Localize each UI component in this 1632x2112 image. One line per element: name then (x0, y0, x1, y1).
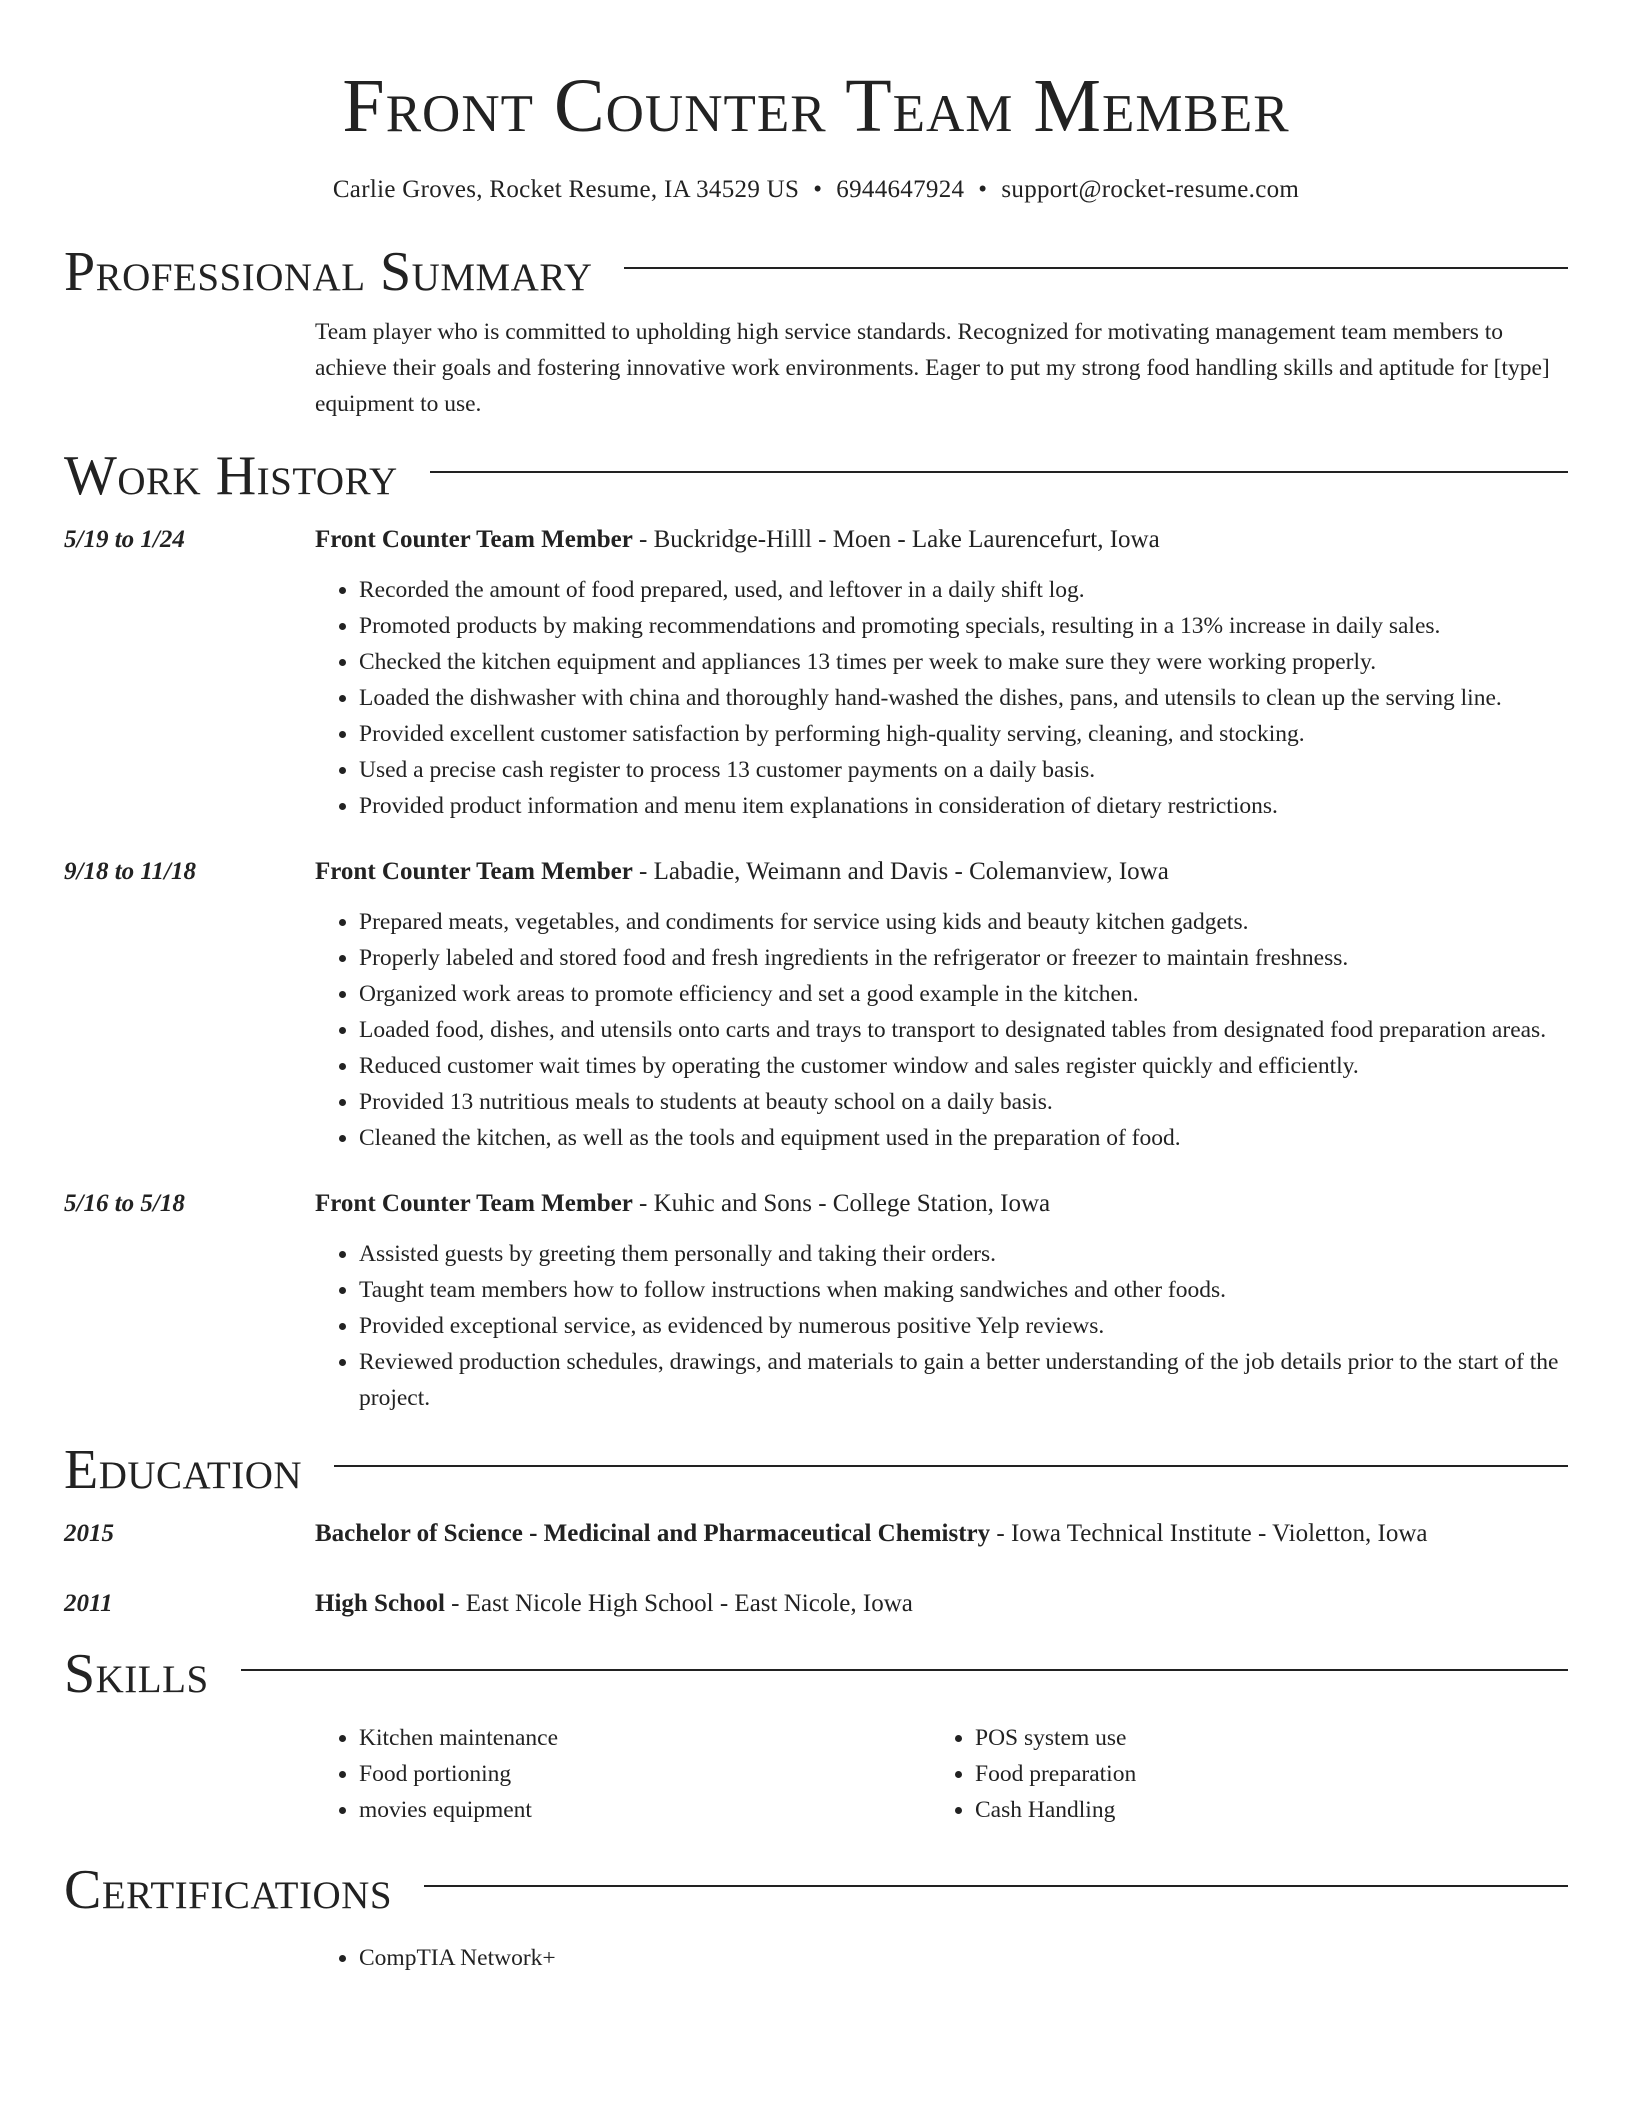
contact-separator: • (978, 176, 988, 203)
list-item: • Provided excellent customer satisfaction by performing high-quality serving, cleaning, and stocking. (359, 716, 1568, 752)
education-degree: Bachelor of Science - Medicinal and Pharmaceutical Chemistry (315, 1520, 991, 1547)
job-dates: 5/16 to 5/18 (64, 1190, 185, 1217)
education-year: 2011 (64, 1590, 113, 1617)
list-item: • Provided exceptional service, as evidenced by numerous positive Yelp reviews. (359, 1308, 1568, 1344)
education-heading: Education (64, 1439, 303, 1501)
list-item: • Assisted guests by greeting them personally and taking their orders. (359, 1236, 1568, 1272)
list-item: • Used a precise cash register to process 13 customer payments on a daily basis. (359, 752, 1568, 788)
summary-heading: Professional Summary (64, 241, 593, 303)
certifications-section-header (64, 1858, 1568, 1922)
list-item: • Taught team members how to follow instructions when making sandwiches and other foods. (359, 1272, 1568, 1308)
contact-phone: 6944647924 (836, 176, 965, 203)
job-dates: 9/18 to 11/18 (64, 858, 196, 885)
work-heading: Work History (64, 445, 398, 507)
skills-heading: Skills (64, 1643, 209, 1705)
list-item: • Provided 13 nutritious meals to students at beauty school on a daily basis. (359, 1084, 1568, 1120)
education-year: 2015 (64, 1520, 114, 1547)
list-item: • Provided product information and menu item explanations in consideration of dietary restrictions. (359, 788, 1568, 824)
certifications-column (315, 1940, 931, 1976)
list-item: • movies equipment (359, 1792, 931, 1828)
job-entry (64, 1186, 1568, 1416)
list-item: • Organized work areas to promote efficiency and set a good example in the kitchen. (359, 976, 1568, 1012)
job-title-line (315, 1186, 1568, 1222)
summary-text: Team player who is committed to upholding high service standards. Recognized for motivating management team members to achieve their goals and fostering innovative work environments. Eager to put my strong food handling skills and aptitude for [type] equipment to use. (315, 319, 1550, 417)
list-item: • Reduced customer wait times by operating the customer window and sales register quickly and efficiently. (359, 1048, 1568, 1084)
list-item: • Cash Handling (975, 1792, 1547, 1828)
list-item: • Kitchen maintenance (359, 1720, 931, 1756)
skills-list (315, 1720, 1568, 1828)
job-bullets (315, 572, 1568, 824)
skills-column-left (315, 1720, 931, 1828)
education-school: - Iowa Technical Institute - Violetton, Iowa (990, 1520, 1428, 1547)
job-title: Front Counter Team Member (315, 1190, 633, 1217)
list-item: • Loaded the dishwasher with china and thoroughly hand-washed the dishes, pans, and utensils to clean up the serving line. (359, 680, 1568, 716)
education-line (315, 1516, 1568, 1552)
job-title-line (315, 522, 1568, 558)
education-school: - East Nicole High School - East Nicole, Iowa (444, 1590, 913, 1617)
education-degree: High School (315, 1590, 445, 1617)
summary-section-header (64, 240, 1568, 304)
section-divider (624, 267, 1568, 269)
job-employer: - Kuhic and Sons - College Station, Iowa (632, 1190, 1051, 1217)
section-divider (430, 471, 1568, 473)
section-divider (424, 1885, 1568, 1887)
list-item: • Promoted products by making recommendations and promoting specials, resulting in a 13% increase in daily sales. (359, 608, 1568, 644)
certifications-heading: Certifications (64, 1859, 393, 1921)
list-item: • Reviewed production schedules, drawings, and materials to gain a better understanding of the job details prior to the start of the project. (359, 1344, 1568, 1416)
job-title: Front Counter Team Member (315, 526, 633, 553)
section-divider (334, 1465, 1568, 1467)
job-employer: - Labadie, Weimann and Davis - Colemanview, Iowa (632, 858, 1169, 885)
skills-section-header (64, 1642, 1568, 1706)
job-bullets (315, 904, 1568, 1156)
contact-address: Carlie Groves, Rocket Resume, IA 34529 US (332, 176, 800, 203)
section-divider (241, 1669, 1568, 1671)
list-item: • Loaded food, dishes, and utensils onto carts and trays to transport to designated tables from designated food preparation areas. (359, 1012, 1568, 1048)
job-dates: 5/19 to 1/24 (64, 526, 185, 553)
job-bullets (315, 1236, 1568, 1416)
job-entry (64, 854, 1568, 1156)
education-section-header (64, 1438, 1568, 1502)
list-item: • Checked the kitchen equipment and appliances 13 times per week to make sure they were working properly. (359, 644, 1568, 680)
list-item: • Prepared meats, vegetables, and condiments for service using kids and beauty kitchen gadgets. (359, 904, 1568, 940)
list-item: • CompTIA Network+ (359, 1940, 931, 1976)
work-section-header (64, 444, 1568, 508)
list-item: • Properly labeled and stored food and fresh ingredients in the refrigerator or freezer to maintain freshness. (359, 940, 1568, 976)
job-title-line (315, 854, 1568, 890)
certifications-list (315, 1940, 1568, 1976)
education-line (315, 1586, 1568, 1622)
resume-page (64, 0, 1568, 1976)
resume-name: Front Counter Team Member (342, 64, 1290, 148)
skills-column-right (931, 1720, 1547, 1828)
contact-separator: • (813, 176, 823, 203)
job-employer: - Buckridge-Hilll - Moen - Lake Laurencefurt, Iowa (632, 526, 1160, 553)
education-entry (64, 1516, 1568, 1552)
contact-line (64, 174, 1568, 206)
job-title: Front Counter Team Member (315, 858, 633, 885)
contact-email: support@rocket-resume.com (1001, 176, 1300, 203)
list-item: • POS system use (975, 1720, 1547, 1756)
education-entry (64, 1586, 1568, 1622)
list-item: • Food preparation (975, 1756, 1547, 1792)
list-item: • Recorded the amount of food prepared, used, and leftover in a daily shift log. (359, 572, 1568, 608)
list-item: • Food portioning (359, 1756, 931, 1792)
list-item: • Cleaned the kitchen, as well as the tools and equipment used in the preparation of food. (359, 1120, 1568, 1156)
job-entry (64, 522, 1568, 824)
